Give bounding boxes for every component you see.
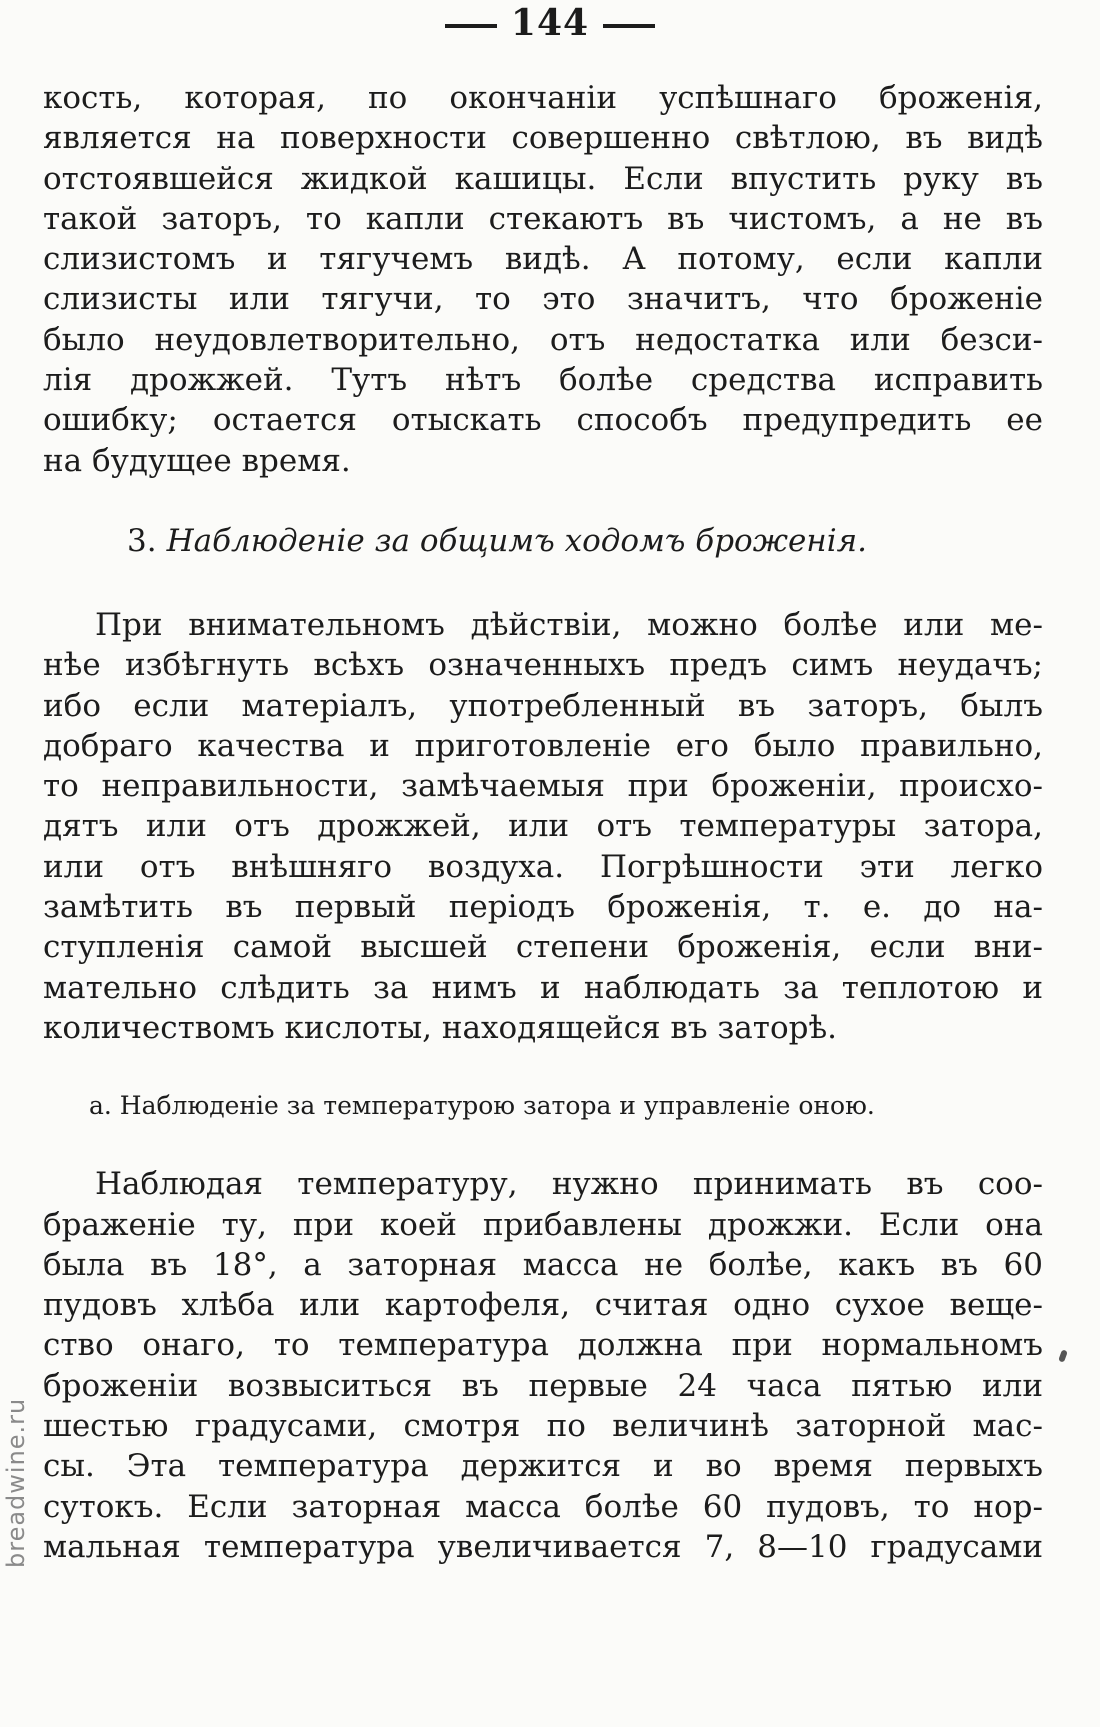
page-header [0, 2, 1100, 44]
text-line: мальная температура увеличивается 7, 8—10 градусами [43, 1528, 1043, 1565]
text-line: лія дрожжей. Тутъ нѣтъ болѣе средства исправить [43, 362, 1043, 399]
text-line: отстоявшейся жидкой кашицы. Если впустить руку въ [43, 160, 1043, 197]
text-line: мательно слѣдить за нимъ и наблюдать за теплотою и [43, 969, 1043, 1006]
text-line: ибо если матеріалъ, употребленный въ заторъ, былъ [43, 687, 1043, 724]
paragraph-1 [43, 78, 1043, 481]
header-dash-left [445, 24, 497, 28]
text-line: такой заторъ, то капли стекаютъ въ чистомъ, а не въ [43, 200, 1043, 237]
text-line: добраго качества и приготовленіе его было правильно, [43, 727, 1043, 764]
text-line: то неправильности, замѣчаемыя при броженіи, происхо- [43, 768, 1043, 805]
page-body [43, 78, 1043, 1567]
text-line: сутокъ. Если заторная масса болѣе 60 пудовъ, то нор- [43, 1488, 1043, 1525]
text-line: ство онаго, то температура должна при нормальномъ [43, 1327, 1043, 1364]
text-line: слизисты или тягучи, то это значитъ, что броженіе [43, 281, 1043, 318]
page-number: 144 [510, 2, 590, 44]
section-title: Наблюденіе за общимъ ходомъ броженія. [166, 522, 868, 559]
text-line: на будущее время. [43, 442, 351, 479]
subsection-a-heading: а. Наблюденіе за температурою затора и управленіе оною. [89, 1091, 875, 1121]
text-line: ступленія самой высшей степени броженія, если вни- [43, 929, 1043, 966]
text-line: броженіи возвыситься въ первые 24 часа пятью или [43, 1367, 1043, 1404]
text-line: сы. Эта температура держится и во время первыхъ [43, 1448, 1043, 1485]
text-line: дятъ или отъ дрожжей, или отъ температуры затора, [43, 808, 1043, 845]
text-line: слизистомъ и тягучемъ видѣ. А потому, если капли [43, 241, 1043, 278]
ink-speck [1058, 1349, 1068, 1362]
text-line: замѣтить въ первый періодъ броженія, т. е. до на- [43, 889, 1043, 926]
text-line: ошибку; остается отыскать способъ предупредить ее [43, 402, 1043, 439]
text-line: нѣе избѣгнуть всѣхъ означенныхъ предъ симъ неудачъ; [43, 647, 1043, 684]
text-line: При внимательномъ дѣйствіи, можно болѣе или ме- [95, 606, 1043, 643]
text-line: или отъ внѣшняго воздуха. Погрѣшности эти легко [43, 848, 1043, 885]
section-number: 3. [127, 522, 157, 559]
text-line: была въ 18°, а заторная масса не болѣе, какъ въ 60 [43, 1246, 1043, 1283]
text-line: шестью градусами, смотря по величинѣ заторной мас- [43, 1408, 1043, 1445]
paragraph-3 [43, 1164, 1043, 1567]
text-line: было неудовлетворительно, отъ недостатка или безси- [43, 321, 1043, 358]
watermark: breadwine.ru [2, 1397, 30, 1568]
text-line: является на поверхности совершенно свѣтлою, въ видѣ [43, 120, 1043, 157]
paragraph-2 [43, 605, 1043, 1048]
text-line: пудовъ хлѣба или картофеля, считая одно сухое веще- [43, 1287, 1043, 1324]
text-line: Наблюдая температуру, нужно принимать въ соо- [95, 1166, 1043, 1203]
text-line: количествомъ кислоты, находящейся въ заторѣ. [43, 1009, 837, 1046]
text-line: кость, которая, по окончаніи успѣшнаго броженія, [43, 80, 1043, 116]
section-3-heading [43, 513, 1043, 569]
text-line: браженіе ту, при коей прибавлены дрожжи. Если она [43, 1206, 1043, 1243]
header-dash-right [603, 24, 655, 28]
